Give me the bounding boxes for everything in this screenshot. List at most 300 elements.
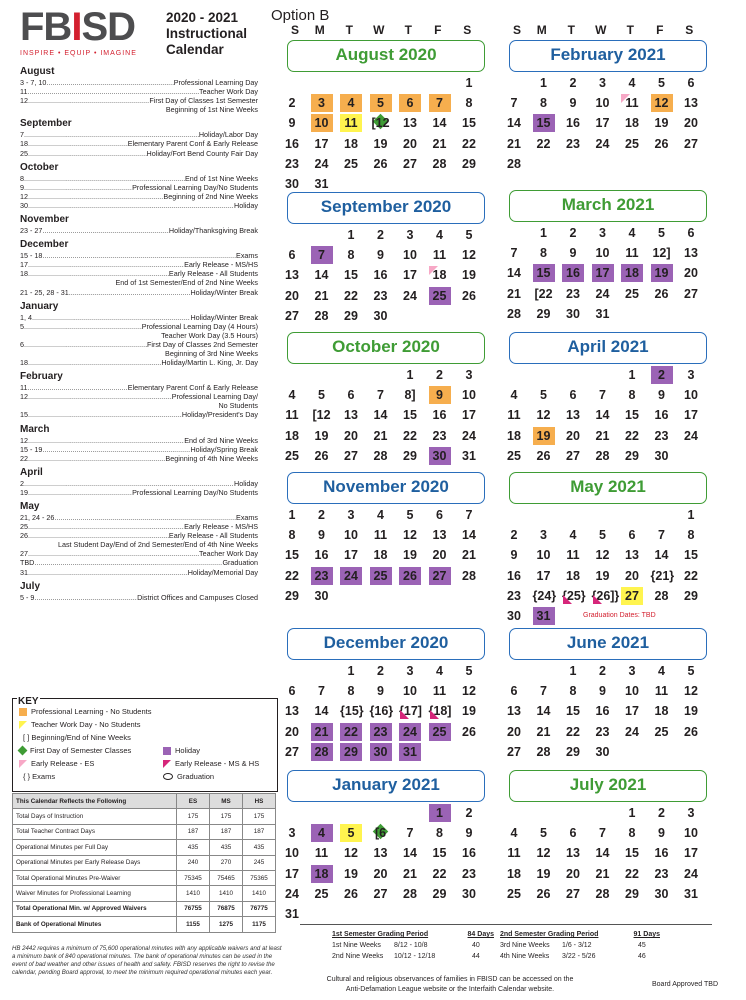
event-row [20, 174, 258, 183]
sem2-days: 91 Days [633, 931, 660, 938]
event-continuation [20, 540, 258, 549]
event-leader [27, 87, 199, 96]
weekday-header-left [285, 23, 482, 37]
event-row [20, 226, 258, 235]
day-cell: 24 [625, 724, 639, 739]
event-row [20, 78, 258, 87]
day-cell: 9 [569, 246, 577, 261]
event-leader [28, 488, 132, 497]
day-cell: 18 [429, 266, 451, 284]
event-text: Professional Learning Day/No Students [132, 182, 258, 192]
day-cell: 7 [377, 388, 384, 403]
event-row [20, 549, 258, 558]
event-list [20, 62, 258, 602]
month-title: June 2021 [509, 628, 707, 660]
day-cell: [6 [370, 824, 392, 842]
day-cell: 18 [311, 865, 333, 883]
day-cell: 20 [507, 724, 521, 739]
event-date: 27 [20, 549, 28, 559]
event-text: Professional Learning Day/No Students [132, 487, 258, 497]
day-cell: 14 [432, 116, 447, 131]
day-cell: 19 [536, 866, 551, 881]
day-cell: 28 [507, 306, 521, 321]
day-cell: 14 [595, 846, 610, 861]
day-cell: 8 [465, 96, 473, 111]
day-cell: 30 [370, 743, 392, 761]
day-cell: 12 [536, 408, 551, 423]
day-cell: 23 [566, 136, 580, 151]
stats-cell: 1410 [177, 886, 210, 901]
day-cell: 26 [314, 448, 329, 463]
event-leader [24, 340, 147, 349]
day-cell: 22 [462, 136, 476, 151]
stats-cell: 435 [243, 840, 276, 855]
day-cell: 9 [377, 248, 384, 263]
day-cell: 21 [595, 866, 610, 881]
event-text: Graduation [222, 558, 258, 568]
day-cell: 19 [462, 704, 476, 719]
day-cell: 16 [566, 116, 580, 131]
day-cell: 24 [595, 136, 610, 151]
day-cell: 2 [569, 76, 577, 90]
event-leader [24, 479, 234, 488]
day-cell: 18 [625, 116, 639, 131]
event-month-heading: October [20, 161, 59, 173]
day-cell: 20 [566, 866, 580, 881]
event-row [20, 488, 258, 497]
day-cell: 2 [651, 366, 673, 384]
key-item [19, 707, 152, 716]
day-cell: 17 [344, 548, 358, 563]
title-line-2: Instructional [166, 26, 248, 41]
stats-cell: 187 [210, 824, 243, 839]
day-cell: 30 [507, 609, 521, 623]
day-cell: 15 [684, 548, 698, 563]
event-text: Holiday/Labor Day [198, 130, 258, 140]
day-cell: 15 [533, 114, 555, 132]
event-text: Holiday [234, 200, 258, 210]
event-row [20, 269, 258, 278]
event-leader [28, 96, 149, 105]
day-cell: 3 [406, 664, 414, 678]
weekday-label: S [463, 23, 472, 37]
event-row [20, 149, 258, 158]
day-cell: 30 [285, 177, 299, 191]
event-leader [42, 445, 190, 454]
day-cell: 3 [599, 76, 606, 90]
day-cell: 1 [569, 664, 577, 678]
day-cell: 22 [684, 568, 698, 583]
day-cell: 17 [684, 846, 698, 861]
day-cell: 30 [373, 308, 388, 323]
day-cell: 30 [566, 306, 580, 321]
day-cell: 8 [569, 684, 577, 699]
grading-period-sem2 [500, 929, 660, 962]
day-cell: 29 [340, 743, 362, 761]
day-cell: 2 [465, 806, 473, 820]
event-text: End of 3rd Nine Weeks [184, 435, 258, 445]
day-cell: 17 [684, 408, 698, 423]
day-cell: 20 [285, 288, 299, 303]
day-cell: 11 [507, 408, 521, 423]
day-cell: 1 [540, 76, 547, 90]
day-cell: 12 [595, 548, 610, 563]
day-cell: 31 [684, 886, 698, 901]
stats-cell: 76755 [177, 901, 210, 916]
event-row [20, 410, 258, 419]
grading-period-name: 4th Nine Weeks [500, 953, 550, 960]
key-label: Graduation [177, 772, 215, 781]
day-cell: 12] [652, 246, 671, 261]
event-date: 25 [20, 522, 28, 532]
day-cell: 8 [628, 388, 636, 403]
day-cell: 21 [403, 866, 417, 881]
day-cell: 15 [432, 846, 447, 861]
day-cell: 10 [403, 684, 417, 699]
day-cell: 1 [628, 806, 636, 820]
day-cell: 21 [507, 286, 521, 301]
day-cell: 19 [373, 136, 388, 151]
day-cell: 27 [285, 744, 299, 759]
event-leader [28, 269, 169, 278]
day-cell: 19 [595, 568, 610, 583]
day-cell: 5 [599, 528, 606, 543]
day-cell: 11 [625, 246, 639, 261]
day-cell: 20 [285, 724, 299, 739]
day-cell: 28 [536, 744, 551, 759]
day-cell: 9 [569, 96, 577, 111]
day-cell: 15 [625, 408, 639, 423]
day-cell: 12 [651, 94, 673, 112]
day-cell: 13 [403, 116, 417, 131]
day-cell: 13 [684, 246, 698, 261]
day-cell: 31 [399, 743, 421, 761]
event-text: First Day of Classes 1st Semester [149, 96, 258, 106]
day-cell: 10 [595, 96, 610, 111]
day-cell: 5 [658, 226, 665, 240]
day-cell: 13 [507, 704, 521, 719]
day-cell: 26 [536, 886, 551, 901]
day-cell: 4 [436, 228, 443, 242]
day-cell: 12 [684, 684, 698, 699]
day-cell: 16 [314, 548, 329, 563]
day-cell: 4 [658, 664, 665, 678]
day-cell: 27 [684, 136, 698, 151]
day-cell: 27 [285, 308, 299, 323]
event-text: Exams [236, 513, 258, 522]
key-swatch-icon [19, 708, 27, 716]
day-cell: 7 [406, 826, 414, 841]
day-cell: 21 [373, 428, 388, 443]
event-text: Holiday/Martin L. King, Jr. Day [161, 358, 258, 368]
day-cell: 7 [540, 684, 547, 699]
event-leader [28, 139, 128, 148]
day-cell: 16 [285, 136, 299, 151]
event-leader [24, 322, 142, 331]
grading-period-name: 1st Nine Weeks [332, 942, 381, 949]
stats-row [13, 840, 276, 855]
event-date: 22 [20, 453, 28, 463]
day-cell: 11 [314, 846, 329, 861]
day-cell: 21 [595, 428, 610, 443]
day-cell: 10 [625, 684, 639, 699]
day-cell: 31 [462, 448, 476, 463]
stats-cell: Bank of Operational Minutes [13, 917, 177, 932]
stats-cell: 1175 [243, 917, 276, 932]
event-row [20, 593, 258, 602]
day-cell: 11 [432, 248, 447, 263]
day-cell: 6 [569, 388, 577, 403]
footer-line-2: Anti-Defamation League website or the Interfaith Calendar website. [345, 986, 555, 993]
event-row [20, 313, 258, 322]
event-leader [54, 513, 236, 522]
key-label: { } Exams [23, 772, 56, 781]
day-cell: 22 [625, 866, 639, 881]
event-date: 18 [20, 269, 28, 279]
day-cell: 4 [628, 226, 636, 240]
day-cell: 28 [311, 743, 333, 761]
grading-period-name: 2nd Nine Weeks [332, 953, 384, 960]
event-date: 11 [20, 87, 28, 97]
board-approved: Board Approved TBD [652, 981, 719, 988]
day-cell: 24 [684, 428, 698, 443]
event-date: 5 [20, 321, 24, 331]
weekday-label: T [404, 23, 412, 37]
event-row [20, 260, 258, 269]
day-cell: 22 [340, 723, 362, 741]
day-cell: 20 [566, 428, 580, 443]
event-month-heading: November [20, 214, 69, 226]
title-line-3: Calendar [166, 42, 224, 57]
event-date: 25 [20, 148, 28, 158]
day-cell: 26 [536, 448, 551, 463]
day-cell: 29 [403, 448, 417, 463]
stats-row [13, 870, 276, 885]
day-cell: 16 [432, 408, 447, 423]
event-text: Holiday [234, 478, 258, 488]
event-row [20, 87, 258, 96]
day-cell: 29 [566, 744, 580, 759]
day-cell: 2 [377, 664, 384, 678]
event-date: 17 [20, 260, 28, 270]
stats-cell: 75365 [243, 870, 276, 885]
divider [300, 924, 712, 925]
stats-header: ES [177, 794, 210, 809]
day-cell: 13 [285, 704, 299, 719]
day-cell: 8 [347, 684, 355, 699]
month-title: November 2020 [287, 472, 485, 504]
event-leader [28, 531, 169, 540]
day-cell: 23 [654, 428, 669, 443]
event-date: 9 [20, 182, 24, 192]
day-cell: 2 [658, 806, 665, 820]
grading-row [332, 951, 494, 962]
event-date: 5 - 9 [20, 592, 35, 602]
stats-cell: 270 [210, 855, 243, 870]
day-cell: 23 [311, 567, 333, 585]
stats-cell: 187 [243, 824, 276, 839]
day-cell: 12 [462, 684, 476, 699]
stats-cell: Total Days of Instruction [13, 809, 177, 824]
day-cell: 5 [540, 826, 547, 841]
event-row [20, 479, 258, 488]
event-row [20, 192, 258, 201]
day-cell: 28 [595, 886, 610, 901]
event-leader [69, 288, 191, 297]
day-cell: 3 [599, 226, 606, 240]
day-cell: 16 [562, 264, 584, 282]
day-cell: 10 [403, 248, 417, 263]
day-cell: 6 [687, 76, 695, 90]
event-leader [28, 392, 172, 401]
day-cell: 24 [314, 156, 329, 171]
event-leader [24, 183, 132, 192]
day-cell: 22 [403, 428, 417, 443]
stats-cell: 1410 [210, 886, 243, 901]
day-cell: 20 [625, 568, 639, 583]
weekday-label: S [512, 23, 521, 37]
event-row [20, 130, 258, 139]
day-cell: 23 [285, 156, 299, 171]
stats-row [13, 824, 276, 839]
stats-row [13, 917, 276, 932]
key-title: KEY [18, 696, 39, 707]
key-swatch-icon [163, 760, 171, 768]
title-line-1: 2020 - 2021 [166, 10, 239, 25]
day-cell: 28 [403, 886, 417, 901]
day-cell: 7 [599, 388, 606, 403]
footer-line-1: Cultural and religious observances of families in FBISD can be accessed on the [326, 976, 574, 983]
day-cell: {17] [399, 704, 422, 719]
day-cell: 13 [684, 96, 698, 111]
stats-row [13, 855, 276, 870]
stats-cell: 435 [177, 840, 210, 855]
day-cell: 25 [429, 287, 451, 305]
day-cell: 12 [536, 846, 551, 861]
day-cell: 19 [462, 268, 476, 283]
day-cell: 3 [347, 508, 355, 522]
day-cell: 10 [684, 388, 698, 403]
event-row [20, 522, 258, 531]
day-cell: 9 [288, 116, 296, 131]
event-text: District Offices and Campuses Closed [137, 592, 258, 602]
day-cell: 6 [687, 226, 695, 240]
event-text: Holiday/Spring Break [190, 444, 258, 454]
day-cell: 8 [540, 96, 547, 111]
event-leader [28, 192, 163, 201]
day-cell: 23 [432, 428, 447, 443]
day-cell: 2 [318, 508, 325, 522]
day-cell: 15 [285, 548, 299, 563]
weekday-label: T [626, 23, 634, 37]
day-cell: 27 [373, 886, 388, 901]
day-cell: 30 [654, 886, 669, 901]
day-cell: 5 [465, 228, 473, 242]
stats-cell: Operational Minutes per Early Release Days [13, 855, 177, 870]
day-cell: 30 [314, 588, 329, 603]
day-cell: 29 [344, 308, 358, 323]
event-date: 11 [20, 383, 28, 393]
event-row [20, 568, 258, 577]
grading-row [500, 940, 660, 951]
day-cell: 22 [536, 136, 551, 151]
day-cell: 24 [595, 286, 610, 301]
fbisd-logo [20, 6, 150, 64]
grading-row [332, 940, 494, 951]
day-cell: 19 [684, 704, 698, 719]
event-leader [46, 78, 173, 87]
event-continuation [20, 401, 258, 410]
sem2-title: 2nd Semester Grading Period [500, 931, 599, 938]
day-cell: 27 [507, 744, 521, 759]
day-cell: 3 [628, 664, 636, 678]
day-cell: 6 [436, 508, 443, 522]
day-cell: 21 [507, 136, 521, 151]
day-cell: 11 [566, 548, 580, 563]
day-cell: 20 [403, 136, 417, 151]
key-label: [ ] Beginning/End of Nine Weeks [23, 733, 131, 742]
day-cell: 16 [507, 568, 521, 583]
day-cell: {25} [562, 588, 586, 603]
key-label: Holiday [175, 746, 201, 755]
footer-note [290, 975, 610, 995]
event-leader [42, 251, 236, 260]
day-cell: 30 [654, 448, 669, 463]
day-cell: 30 [462, 886, 476, 901]
day-cell: 25 [370, 567, 392, 585]
day-cell: 25 [314, 886, 329, 901]
day-cell: 23 [370, 723, 392, 741]
day-cell: {18] [428, 704, 452, 719]
day-cell: 26 [654, 136, 669, 151]
day-cell: 20 [344, 428, 358, 443]
event-text: Beginning of 4th Nine Weeks [165, 453, 258, 463]
day-cell: 13 [373, 846, 388, 861]
event-month-heading: July [20, 580, 41, 592]
day-cell: 16 [373, 268, 388, 283]
key-swatch-icon [19, 721, 27, 729]
event-leader [24, 174, 185, 183]
event-leader [27, 383, 127, 392]
event-text: Elementary Parent Conf & Early Release [127, 139, 258, 149]
day-cell: 27 [566, 448, 580, 463]
day-cell: 12 [344, 846, 358, 861]
day-cell: 20 [684, 266, 698, 281]
day-cell: 4 [436, 664, 443, 678]
day-cell: 23 [566, 286, 580, 301]
day-cell: 17 [403, 268, 417, 283]
key-swatch-icon [163, 773, 173, 780]
event-text: Holiday/Thanksgiving Break [168, 226, 258, 236]
day-cell: 31 [533, 607, 555, 625]
event-leader [28, 410, 182, 419]
event-leader [34, 593, 137, 602]
day-cell: 11 [432, 684, 447, 699]
day-cell: 21 [432, 136, 447, 151]
day-cell: 20 [432, 548, 447, 563]
day-cell: {26]} [591, 588, 620, 603]
weekday-label: S [290, 23, 299, 37]
weekday-label: W [595, 23, 607, 37]
logo-tagline: INSPIRE • EQUIP • IMAGINE [20, 50, 137, 57]
event-text: First Day of Classes 2nd Semester [146, 339, 258, 349]
event-row [20, 445, 258, 454]
month-title: January 2021 [287, 770, 485, 802]
key-item [19, 720, 141, 729]
grading-period-days: 45 [638, 942, 646, 949]
key-swatch-icon [163, 747, 171, 755]
day-cell: 19 [533, 427, 555, 445]
